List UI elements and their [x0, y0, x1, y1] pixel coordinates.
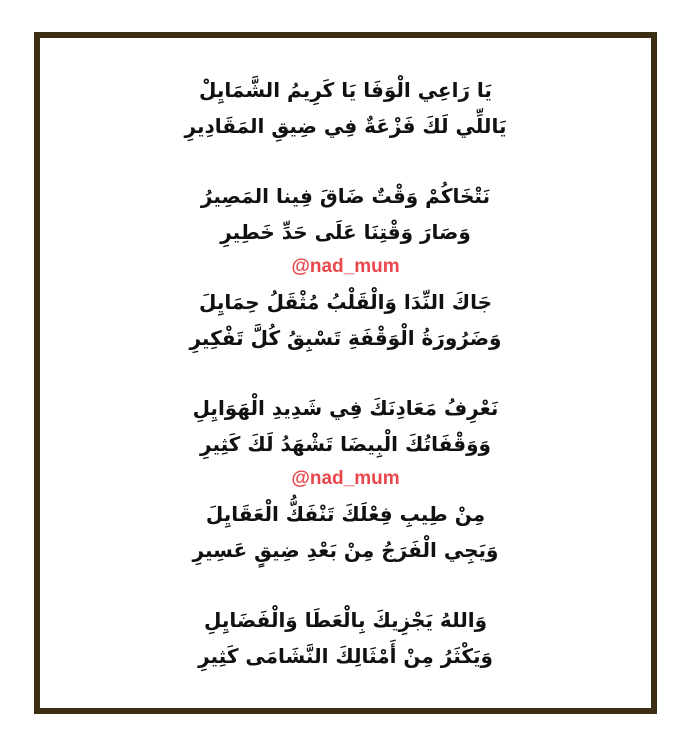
stanza-gap — [40, 568, 651, 602]
poem-line: نَتْخَاكُمْ وَقْتٌ ضَاقَ فِينا المَصِيرُ — [200, 184, 491, 208]
poem-body — [40, 72, 651, 674]
poem-line: وَضَرُورَةُ الْوَقْفَةِ تَسْبِقُ كُلَّ تَفْكِيرِ — [189, 326, 502, 350]
poem-line: وَيَكْثَرُ مِنْ أَمْثَالِكَ النَّشَامَى كَثِيرِ — [198, 644, 493, 668]
poem-line: يَاللِّي لَكَ فَزْعَةٌ فِي ضِيقِ المَقَادِيرِ — [184, 114, 507, 138]
poem-line: جَاكَ النِّدَا وَالْقَلْبُ مُثْقَلُ حِمَايِلَ — [198, 290, 493, 314]
author-handle: @nad_mum — [291, 468, 400, 489]
author-handle: @nad_mum — [291, 256, 400, 277]
poem-frame — [34, 32, 657, 714]
stanza-gap — [40, 356, 651, 390]
poem-line: مِنْ طِيبِ فِعْلَكَ تَنْفَكُّ الْعَقَايِلَ — [205, 502, 486, 526]
stanza-gap — [40, 144, 651, 178]
poem-line: يَا رَاعِي الْوَفَا يَا كَرِيمُ الشَّمَايِلْ — [199, 78, 492, 102]
poem-line: نَعْرِفُ مَعَادِنَكَ فِي شَدِيدِ الْهَوَايِلِ — [192, 396, 499, 420]
poem-line: وَصَارَ وَقْتِنَا عَلَى حَدِّ خَطِيرِ — [220, 220, 471, 244]
poem-line: وَاللهُ يَجْزِيكَ بِالْعَطَا وَالْفَضَايِلِ — [203, 608, 488, 632]
poem-line: وَيَجِي الْفَرَجُ مِنْ بَعْدِ ضِيقٍ عَسِيرِ — [192, 538, 499, 562]
poem-line: وَوَقْفَاتُكَ الْبِيضَا تَشْهَدُ لَكَ كَثِيرِ — [200, 432, 491, 456]
